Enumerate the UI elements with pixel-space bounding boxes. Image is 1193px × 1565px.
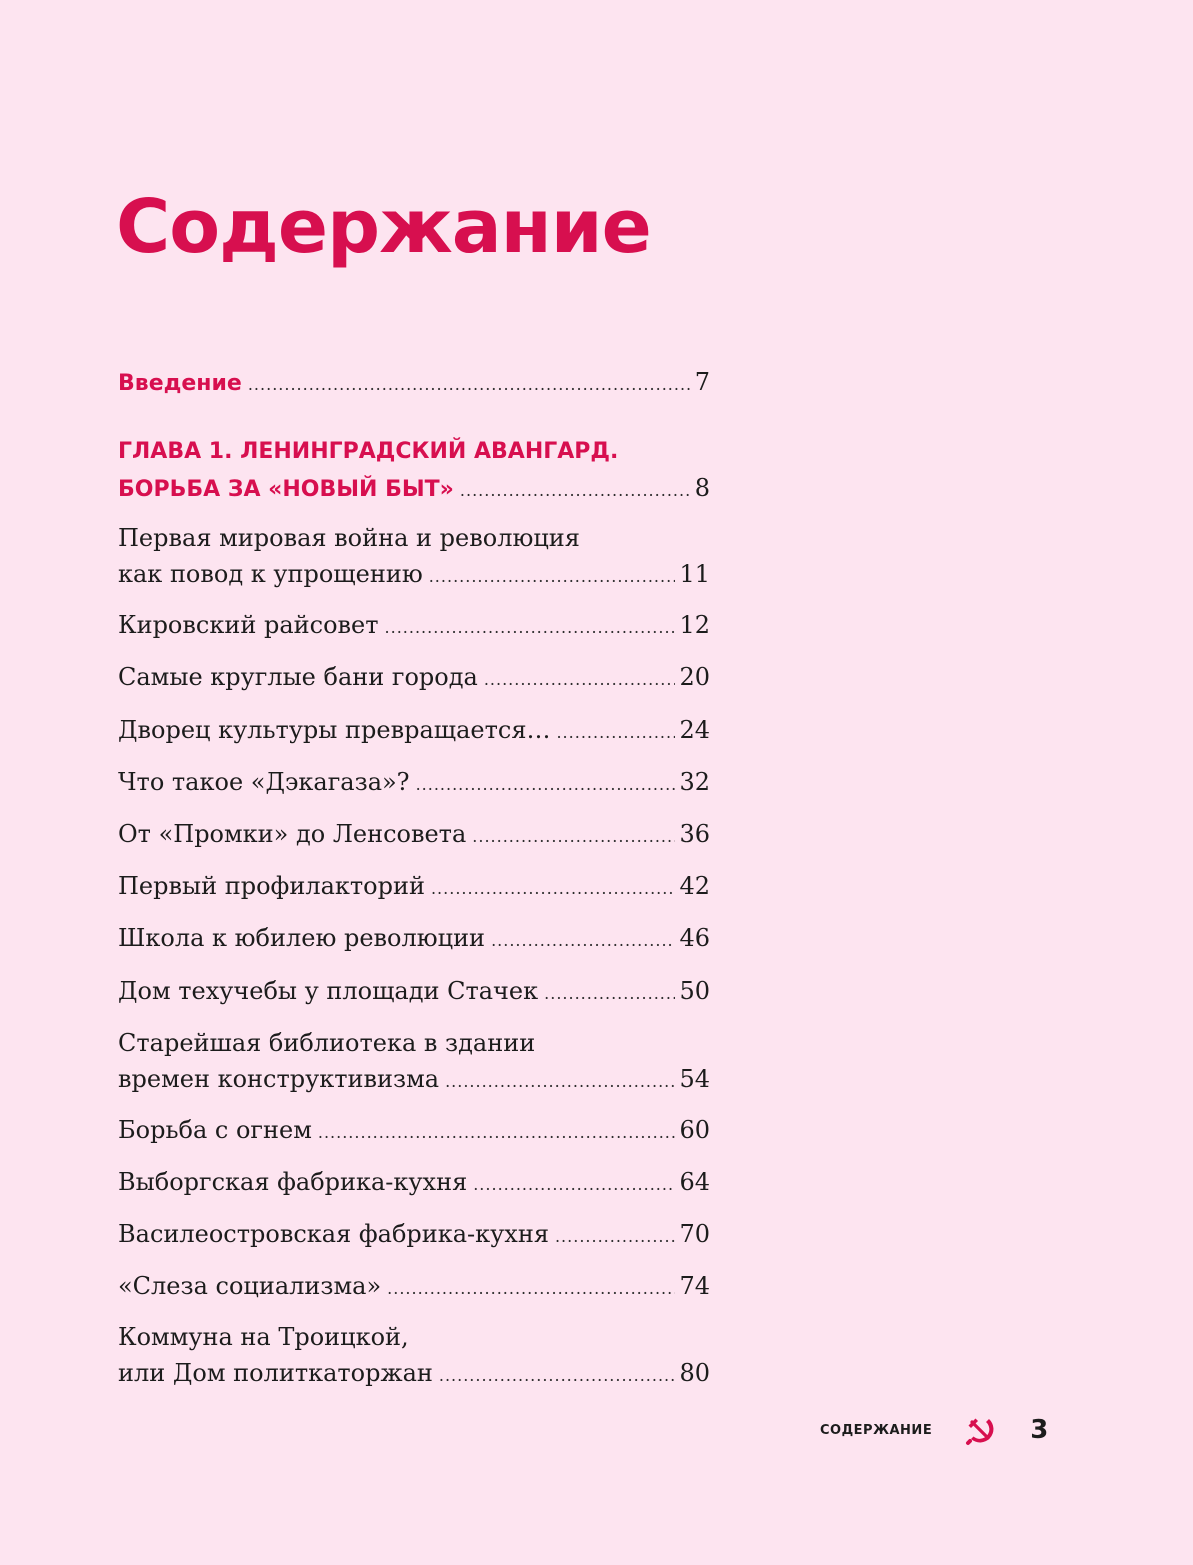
toc-page-number: 70 [679,1220,710,1248]
toc-line [118,1112,710,1151]
toc-page-number: 42 [679,872,710,900]
toc-entry-title: От «Промки» до Ленсовета [118,820,467,848]
toc-line [118,868,710,907]
toc-line [118,1216,710,1255]
toc-entry[interactable] [118,1268,710,1307]
toc-line [118,1319,710,1355]
dot-leader [460,473,691,509]
toc-page-number: 12 [679,611,710,639]
toc-entry[interactable] [118,868,710,907]
toc-line [118,1355,710,1394]
toc-entry-title-line-2: времен конструктивизма [118,1065,440,1093]
page-number: 3 [1030,1415,1049,1445]
dot-leader [484,662,676,698]
toc-entry-title: Что такое «Дэкагаза»? [118,768,410,796]
dot-leader [439,1358,676,1394]
dot-leader [472,819,675,855]
toc-line [118,434,710,470]
toc-entry[interactable] [118,1164,710,1203]
page-footer [820,1410,1048,1450]
toc-entry[interactable] [118,816,710,855]
dot-leader [544,976,675,1012]
toc-entry[interactable] [118,973,710,1012]
toc-page-number: 64 [679,1168,710,1196]
dot-leader [491,923,675,959]
toc-page-number: 60 [679,1116,710,1144]
toc-line [118,920,710,959]
dot-leader [318,1115,676,1151]
toc-entry-title: Введение [118,371,242,396]
toc-entry[interactable] [118,1025,710,1100]
toc-page-number: 54 [679,1065,710,1093]
toc-entry-title-line-1: Коммуна на Троицкой, [118,1323,409,1351]
toc-entry-title: Борьба с огнем [118,1116,312,1144]
toc-entry[interactable] [118,1216,710,1255]
toc-entry-title: «Слеза социализма» [118,1272,382,1300]
toc-page-number: 20 [679,663,710,691]
toc-page-number: 50 [679,977,710,1005]
toc-line [118,1268,710,1307]
toc-line [118,607,710,646]
dot-leader [431,871,675,907]
toc-page-number: 11 [679,560,710,588]
dot-leader [555,1219,675,1255]
toc-line [118,520,710,556]
dot-leader [556,715,675,751]
toc-chapter-title-line-2: БОРЬБА ЗА «НОВЫЙ БЫТ» [118,477,454,502]
toc-page-number: 36 [679,820,710,848]
section-label: СОДЕРЖАНИЕ [820,1422,933,1438]
dot-leader [248,367,691,403]
toc-page-number: 32 [679,768,710,796]
toc-page-number: 24 [679,716,710,744]
toc-line [118,364,710,403]
dot-leader [387,1271,675,1307]
toc-chapter-1[interactable] [118,434,710,509]
toc-page-number: 46 [679,924,710,952]
toc-line [118,470,710,509]
toc-entry-title: Кировский райсовет [118,611,379,639]
hammer-and-sickle-icon [962,1413,996,1447]
toc-line [118,764,710,803]
page-title: Содержание [116,184,651,270]
toc-line [118,816,710,855]
toc-line [118,556,710,595]
toc-line [118,1061,710,1100]
dot-leader [385,610,676,646]
toc-entry-title: Дворец культуры превращается… [118,716,551,744]
toc-page-number: 74 [679,1272,710,1300]
toc-entry[interactable] [118,520,710,595]
toc-line [118,659,710,698]
dot-leader [445,1064,675,1100]
toc-chapter-title-line-1: ГЛАВА 1. ЛЕНИНГРАДСКИЙ АВАНГАРД. [118,439,619,464]
toc-entry-title: Дом техучебы у площади Стачек [118,977,539,1005]
toc-entry-title: Школа к юбилею революции [118,924,486,952]
toc-entry-title: Первый профилакторий [118,872,425,900]
toc-entry-title: Василеостровская фабрика-кухня [118,1220,549,1248]
toc-line [118,712,710,751]
toc-page-number: 8 [694,474,710,502]
toc-entry[interactable] [118,712,710,751]
dot-leader [416,767,676,803]
toc-entry[interactable] [118,1319,710,1394]
toc-line [118,1025,710,1061]
toc-entry[interactable] [118,920,710,959]
toc-entry-title-line-2: как повод к упрощению [118,560,423,588]
toc-line [118,1164,710,1203]
toc-entry[interactable] [118,1112,710,1151]
toc-page-number: 80 [679,1359,710,1387]
toc-entry-title-line-1: Старейшая библиотека в здании [118,1029,536,1057]
toc-entry-title-line-2: или Дом политкаторжан [118,1359,433,1387]
toc-entry-title-line-1: Первая мировая война и революция [118,524,580,552]
dot-leader [429,559,676,595]
dot-leader [473,1167,675,1203]
toc-entry[interactable] [118,607,710,646]
toc-entry-title: Самые круглые бани города [118,663,478,691]
toc-entry[interactable] [118,659,710,698]
toc-entry[interactable] [118,764,710,803]
toc-entry-intro[interactable] [118,364,710,403]
toc-entry-title: Выборгская фабрика-кухня [118,1168,468,1196]
toc-line [118,973,710,1012]
toc-page-number: 7 [694,368,710,396]
